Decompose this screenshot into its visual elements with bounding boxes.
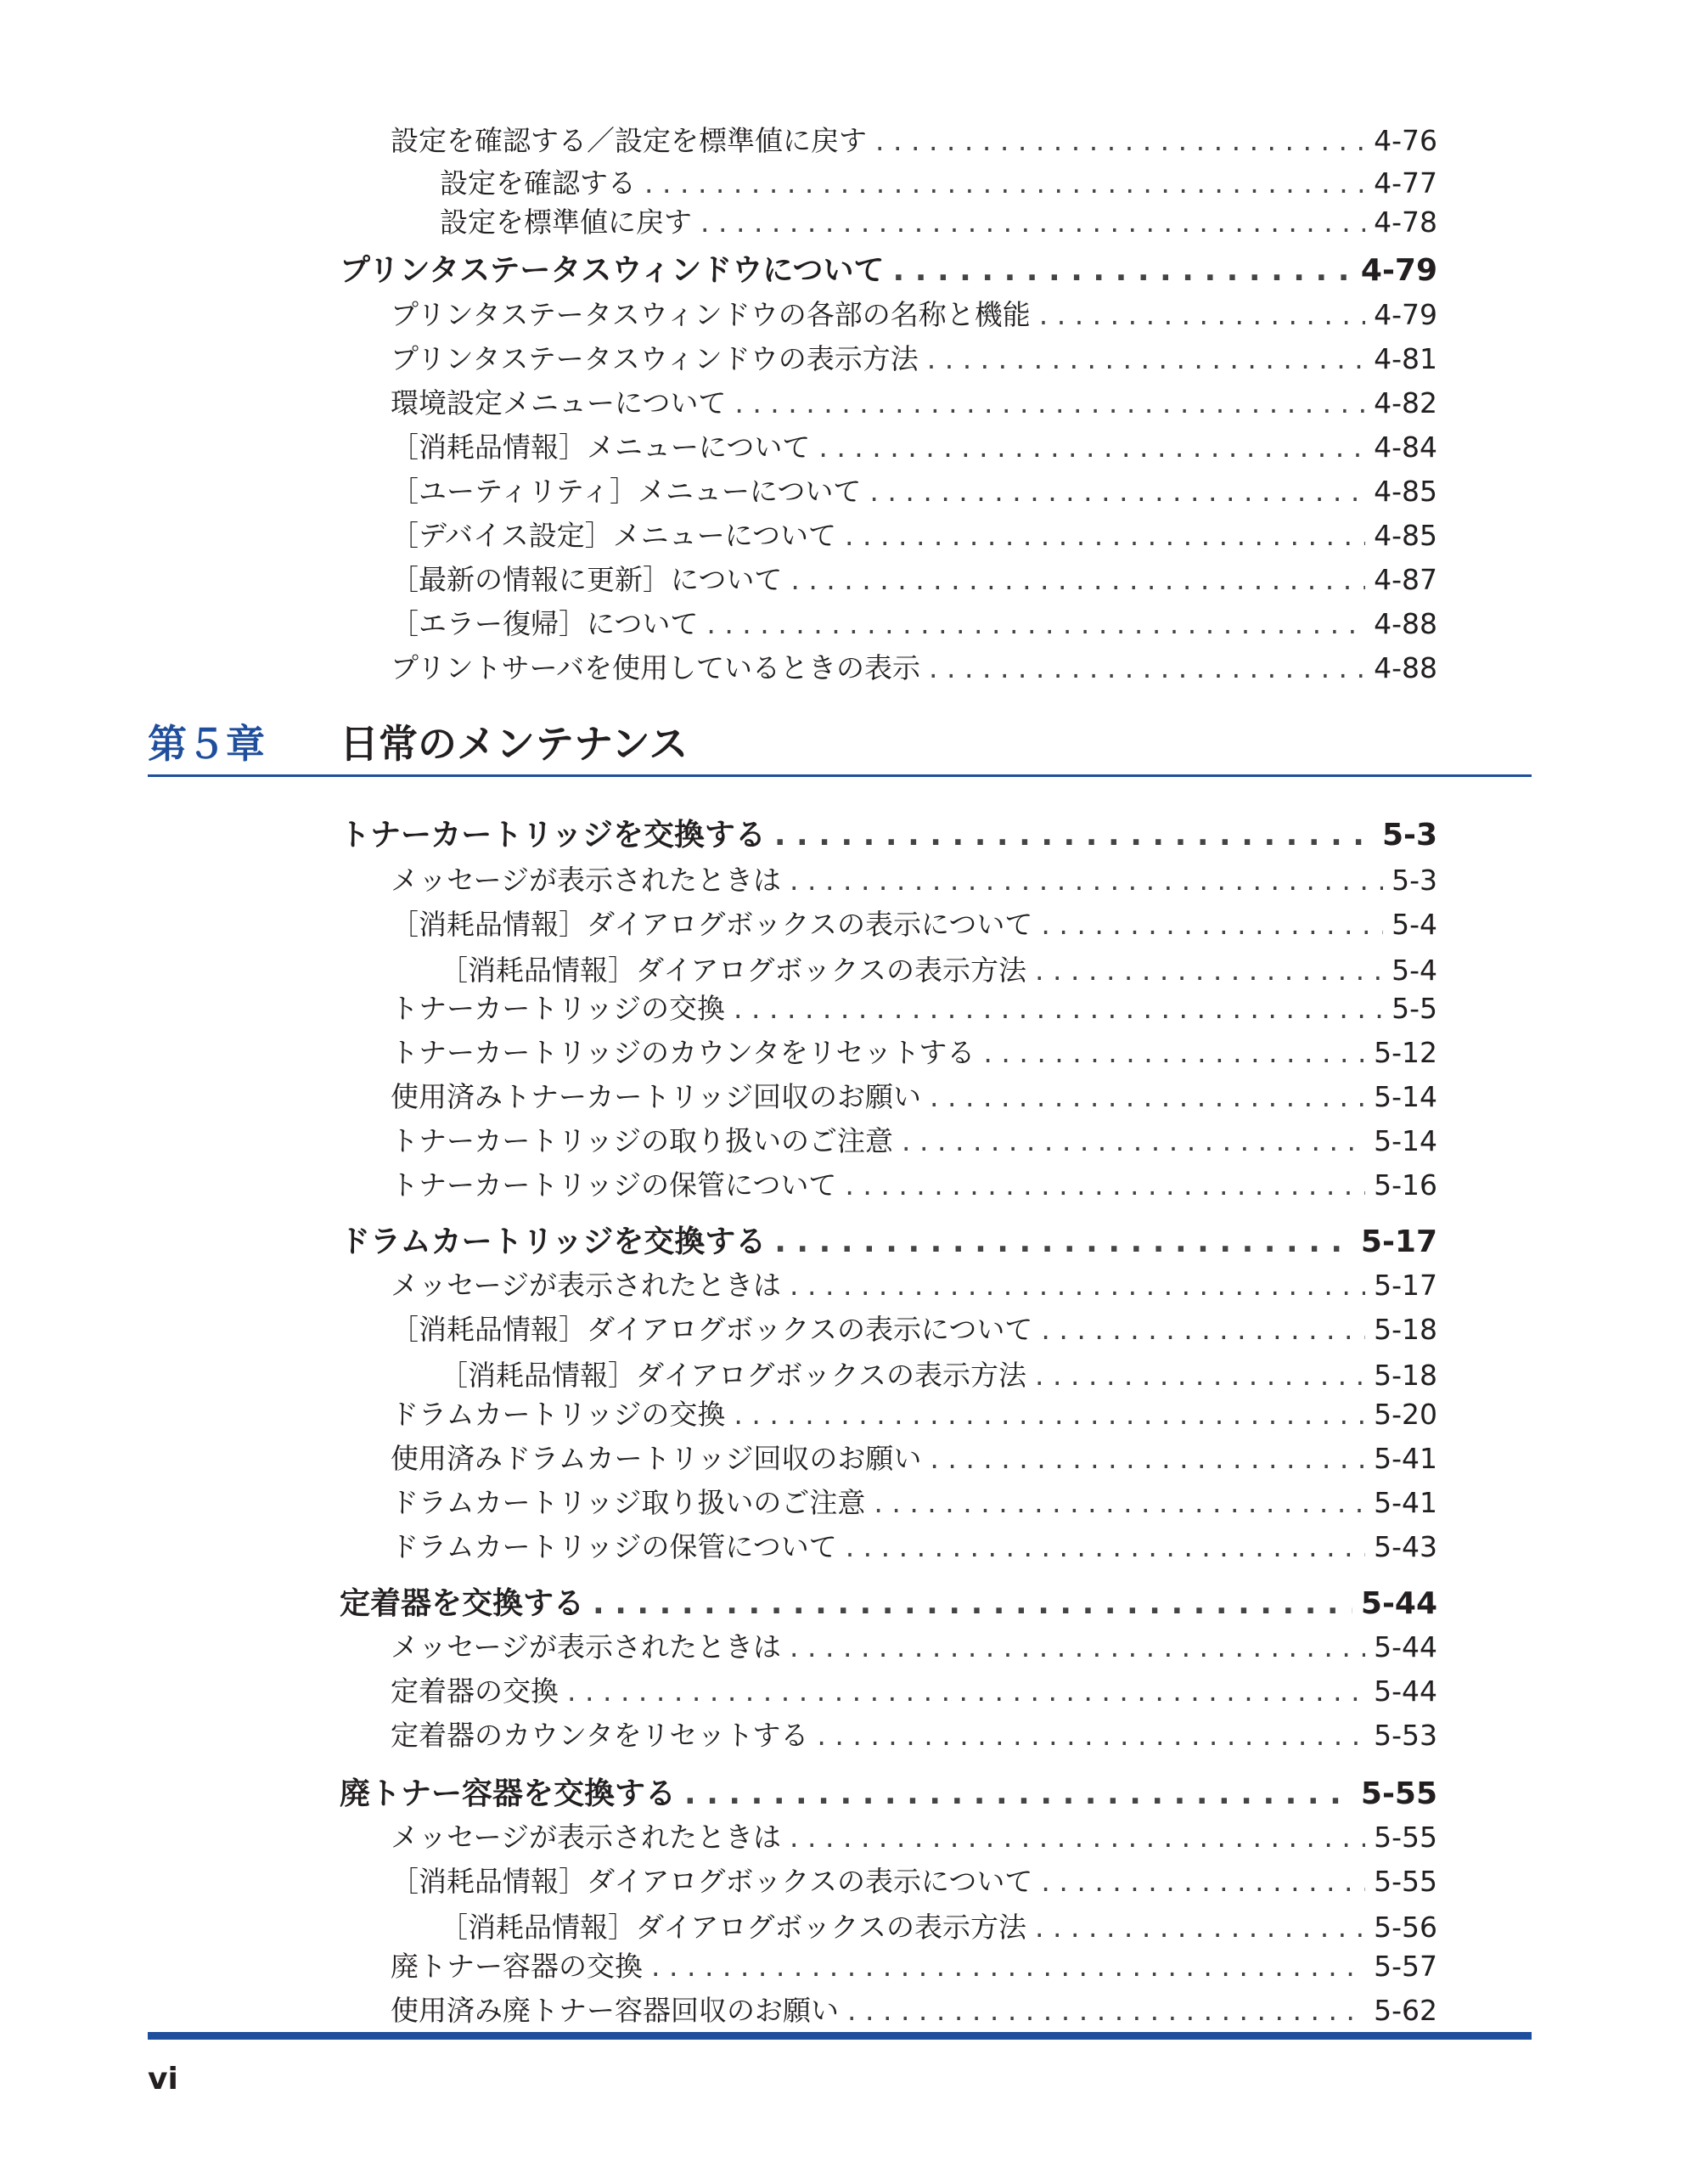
toc-entry-title: 使用済み廃トナー容器回収のお願い xyxy=(391,1994,839,2027)
dot-leader xyxy=(845,1168,1365,1202)
dot-leader xyxy=(902,1124,1365,1157)
toc-entry-page: 5-17 xyxy=(1360,1224,1437,1259)
toc-entry-page: 5-55 xyxy=(1374,1865,1437,1898)
dot-leader xyxy=(790,864,1383,897)
toc-entry-title: ［消耗品情報］ダイアログボックスの表示方法 xyxy=(440,1911,1027,1944)
toc-entry-title: メッセージが表示されたときは xyxy=(391,864,782,897)
dot-leader xyxy=(847,1994,1365,2027)
toc-entry-level-2 xyxy=(391,646,1437,686)
toc-entry-level-2 xyxy=(391,1945,1437,1984)
toc-entry-page: 5-14 xyxy=(1374,1124,1437,1157)
toc-entry-title: 廃トナー容器の交換 xyxy=(391,1950,643,1983)
toc-entry-page: 4-87 xyxy=(1374,563,1437,596)
toc-entry-level-2 xyxy=(391,1669,1437,1709)
dot-leader xyxy=(790,1269,1365,1302)
dot-leader xyxy=(774,818,1374,853)
toc-entry-level-3 xyxy=(440,1354,1437,1393)
toc-entry-title: プリンタステータスウィンドウの表示方法 xyxy=(391,342,919,375)
dot-leader xyxy=(593,1586,1352,1621)
toc-entry-page: 5-41 xyxy=(1374,1486,1437,1519)
toc-entry-page: 5-55 xyxy=(1360,1776,1437,1811)
toc-entry-level-2 xyxy=(391,1437,1437,1477)
toc-entry-page: 5-16 xyxy=(1374,1168,1437,1202)
toc-entry-title: 設定を確認する／設定を標準値に戻す xyxy=(391,124,867,157)
dot-leader xyxy=(1035,954,1383,987)
toc-entry-title: 定着器の交換 xyxy=(391,1675,559,1708)
toc-entry-page: 5-4 xyxy=(1392,954,1437,987)
toc-entry-level-2 xyxy=(391,602,1437,642)
dot-leader xyxy=(1041,1313,1365,1346)
toc-entry-title: ドラムカートリッジの保管について xyxy=(391,1530,837,1563)
toc-entry-level-3 xyxy=(440,161,1437,201)
toc-entry-title: ［消耗品情報］ダイアログボックスの表示方法 xyxy=(440,954,1027,987)
dot-leader xyxy=(930,1080,1365,1113)
dot-leader xyxy=(684,1776,1352,1811)
toc-entry-page: 5-62 xyxy=(1374,1994,1437,2027)
chapter-heading xyxy=(148,713,689,769)
toc-entry-level-2 xyxy=(391,1075,1437,1115)
page-number: vi xyxy=(148,2062,178,2097)
toc-entry-level-2 xyxy=(391,1815,1437,1855)
dot-leader xyxy=(874,1486,1365,1519)
toc-entry-page: 4-88 xyxy=(1374,607,1437,640)
toc-entry-page: 5-4 xyxy=(1392,908,1437,941)
toc-entry-title: メッセージが表示されたときは xyxy=(391,1269,782,1302)
toc-entry-page: 5-44 xyxy=(1374,1675,1437,1708)
dot-leader xyxy=(1035,1911,1365,1944)
toc-entry-level-2 xyxy=(391,470,1437,509)
toc-entry-page: 5-18 xyxy=(1374,1313,1437,1346)
dot-leader xyxy=(1041,1865,1365,1898)
dot-leader xyxy=(818,431,1365,464)
dot-leader xyxy=(790,1630,1365,1663)
toc-entry-page: 4-77 xyxy=(1374,166,1437,200)
toc-entry-page: 5-17 xyxy=(1374,1269,1437,1302)
dot-leader xyxy=(734,1398,1365,1431)
toc-entry-title: ［消耗品情報］ダイアログボックスの表示について xyxy=(391,1313,1033,1346)
toc-entry-title: 廃トナー容器を交換する xyxy=(340,1776,677,1811)
toc-entry-level-2 xyxy=(391,987,1437,1027)
dot-leader xyxy=(929,651,1365,684)
dot-leader xyxy=(1039,298,1365,331)
toc-entry-title: ［最新の情報に更新］について xyxy=(391,563,783,596)
toc-entry-page: 5-44 xyxy=(1360,1586,1437,1621)
dot-leader xyxy=(983,1036,1365,1069)
toc-entry-level-2 xyxy=(391,119,1437,159)
dot-leader xyxy=(790,563,1365,596)
dot-leader xyxy=(1035,1359,1365,1392)
toc-entry-title: トナーカートリッジの交換 xyxy=(391,992,726,1025)
toc-entry-page: 5-3 xyxy=(1392,864,1437,897)
toc-entry-title: ［消耗品情報］ダイアログボックスの表示について xyxy=(391,1865,1033,1898)
toc-entry-level-2 xyxy=(391,514,1437,554)
toc-entry-page: 5-43 xyxy=(1374,1530,1437,1563)
dot-leader xyxy=(644,166,1365,200)
toc-entry-title: 設定を標準値に戻す xyxy=(440,205,692,239)
toc-entry-level-1 xyxy=(340,1218,1437,1261)
toc-entry-title: トナーカートリッジを交換する xyxy=(340,818,766,853)
toc-entry-page: 5-53 xyxy=(1374,1719,1437,1752)
toc-entry-page: 5-20 xyxy=(1374,1398,1437,1431)
toc-entry-level-2 xyxy=(391,1031,1437,1071)
toc-entry-level-1 xyxy=(340,246,1437,290)
toc-entry-level-2 xyxy=(391,381,1437,421)
dot-leader xyxy=(817,1719,1365,1752)
toc-entry-page: 5-41 xyxy=(1374,1442,1437,1475)
toc-entry-title: ［消耗品情報］メニューについて xyxy=(391,431,811,464)
toc-entry-level-2 xyxy=(391,1308,1437,1348)
toc-entry-level-3 xyxy=(440,1905,1437,1945)
toc-entry-level-2 xyxy=(391,1860,1437,1900)
toc-entry-title: 定着器のカウンタをリセットする xyxy=(391,1719,809,1752)
toc-entry-title: プリンタステータスウィンドウの各部の名称と機能 xyxy=(391,298,1031,331)
toc-entry-page: 5-3 xyxy=(1381,818,1437,853)
chapter-number: 第５章 xyxy=(148,721,265,767)
toc-entry-title: ドラムカートリッジを交換する xyxy=(340,1224,767,1259)
toc-entry-page: 5-18 xyxy=(1374,1359,1437,1392)
toc-entry-title: ドラムカートリッジの交換 xyxy=(391,1398,726,1431)
toc-entry-title: トナーカートリッジの保管について xyxy=(391,1168,837,1202)
dot-leader xyxy=(869,475,1365,508)
toc-entry-level-2 xyxy=(391,425,1437,465)
toc-entry-level-2 xyxy=(391,1714,1437,1753)
toc-entry-level-2 xyxy=(391,1625,1437,1665)
toc-entry-title: プリントサーバを使用しているときの表示 xyxy=(391,651,921,684)
toc-entry-level-2 xyxy=(391,1163,1437,1203)
toc-entry-level-2 xyxy=(391,337,1437,377)
chapter-rule xyxy=(148,774,1532,777)
toc-entry-page: 4-82 xyxy=(1374,386,1437,419)
toc-entry-title: プリンタステータスウィンドウについて xyxy=(340,253,885,288)
toc-entry-level-2 xyxy=(391,1989,1437,2029)
dot-leader xyxy=(845,519,1365,552)
dot-leader xyxy=(875,124,1365,157)
toc-entry-page: 5-5 xyxy=(1392,992,1437,1025)
toc-entry-level-2 xyxy=(391,558,1437,598)
toc-entry-level-1 xyxy=(340,811,1437,854)
dot-leader xyxy=(846,1530,1365,1563)
toc-entry-level-3 xyxy=(440,200,1437,240)
toc-entry-title: ［エラー復帰］について xyxy=(391,607,699,640)
toc-entry-title: ［消耗品情報］ダイアログボックスの表示について xyxy=(391,908,1033,941)
dot-leader xyxy=(930,1442,1365,1475)
toc-entry-page: 4-84 xyxy=(1374,431,1437,464)
toc-entry-page: 4-79 xyxy=(1374,298,1437,331)
toc-entry-title: メッセージが表示されたときは xyxy=(391,1630,782,1663)
toc-entry-page: 5-55 xyxy=(1374,1821,1437,1854)
toc-entry-title: トナーカートリッジの取り扱いのご注意 xyxy=(391,1124,894,1157)
toc-entry-level-2 xyxy=(391,1393,1437,1433)
toc-entry-page: 4-85 xyxy=(1374,519,1437,552)
dot-leader xyxy=(893,253,1352,288)
toc-entry-title: 使用済みドラムカートリッジ回収のお願い xyxy=(391,1442,922,1475)
toc-entry-page: 5-57 xyxy=(1374,1950,1437,1983)
toc-entry-page: 5-14 xyxy=(1374,1080,1437,1113)
toc-entry-page: 4-88 xyxy=(1374,651,1437,684)
toc-entry-title: ［ユーティリティ］メニューについて xyxy=(391,475,862,508)
toc-entry-level-2 xyxy=(391,1481,1437,1521)
toc-entry-page: 5-44 xyxy=(1374,1630,1437,1663)
toc-entry-page: 5-12 xyxy=(1374,1036,1437,1069)
toc-entry-title: 設定を確認する xyxy=(440,166,636,200)
toc-entry-level-2 xyxy=(391,1264,1437,1303)
toc-entry-title: トナーカートリッジのカウンタをリセットする xyxy=(391,1036,976,1069)
toc-entry-level-2 xyxy=(391,858,1437,898)
toc-entry-title: メッセージが表示されたときは xyxy=(391,1821,782,1854)
toc-entry-title: ［消耗品情報］ダイアログボックスの表示方法 xyxy=(440,1359,1027,1392)
toc-entry-level-1 xyxy=(340,1579,1437,1623)
dot-leader xyxy=(1041,908,1383,941)
toc-entry-title: ［デバイス設定］メニューについて xyxy=(391,519,837,552)
toc-entry-page: 4-79 xyxy=(1360,253,1437,288)
dot-leader xyxy=(790,1821,1365,1854)
toc-entry-page: 4-76 xyxy=(1374,124,1437,157)
dot-leader xyxy=(927,342,1365,375)
toc-entry-page: 4-78 xyxy=(1374,205,1437,239)
toc-entry-title: 環境設定メニューについて xyxy=(391,386,727,419)
dot-leader xyxy=(567,1675,1365,1708)
toc-entry-level-1 xyxy=(340,1770,1437,1813)
toc-entry-level-2 xyxy=(391,903,1437,943)
toc-entry-title: ドラムカートリッジ取り扱いのご注意 xyxy=(391,1486,866,1519)
toc-entry-level-2 xyxy=(391,1119,1437,1159)
toc-entry-title: 定着器を交換する xyxy=(340,1586,585,1621)
toc-entry-level-2 xyxy=(391,293,1437,333)
toc-entry-level-3 xyxy=(440,948,1437,988)
dot-leader xyxy=(700,205,1365,239)
toc-entry-page: 4-85 xyxy=(1374,475,1437,508)
toc-entry-title: 使用済みトナーカートリッジ回収のお願い xyxy=(391,1080,922,1113)
chapter-title: 日常のメンテナンス xyxy=(340,721,689,767)
dot-leader xyxy=(734,386,1365,419)
dot-leader xyxy=(706,607,1365,640)
dot-leader xyxy=(651,1950,1365,1983)
toc-entry-level-2 xyxy=(391,1525,1437,1565)
toc-entry-page: 4-81 xyxy=(1374,342,1437,375)
toc-entry-page: 5-56 xyxy=(1374,1911,1437,1944)
dot-leader xyxy=(774,1224,1352,1259)
footer-rule xyxy=(148,2032,1532,2040)
dot-leader xyxy=(734,992,1383,1025)
